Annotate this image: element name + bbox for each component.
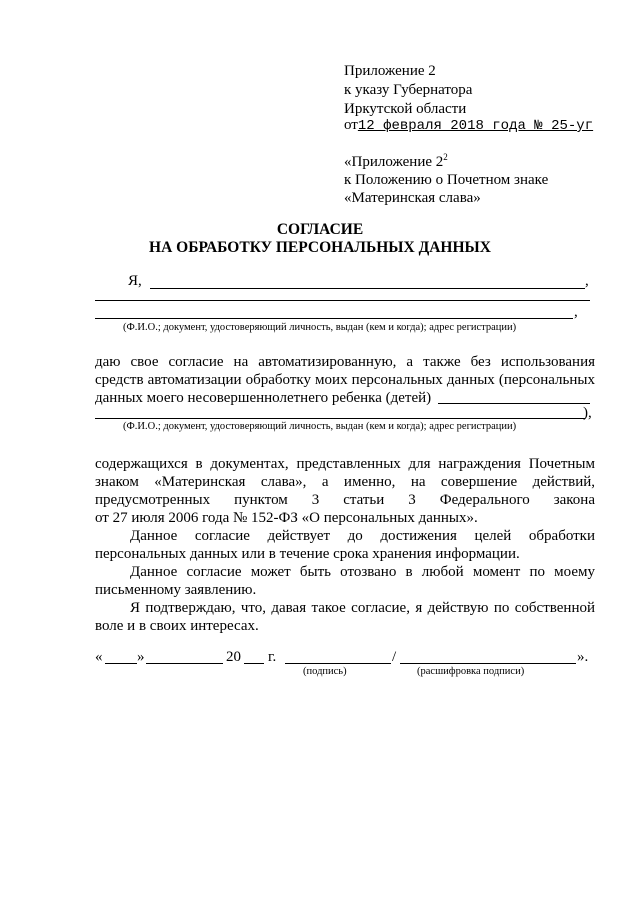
appendix-2-2: «Приложение $2^2$ — [344, 152, 448, 170]
document-subtitle: НА ОБРАБОТКУ ПЕРСОНАЛЬНЫХ ДАННЫХ — [149, 239, 491, 256]
child-line-1[interactable] — [438, 403, 590, 404]
revoke-text-2: письменному заявлению. — [95, 582, 257, 598]
confirm-text-2: воле и в своих интересах. — [95, 618, 259, 634]
year-prefix: 20 — [226, 649, 241, 665]
consent-text-1: даю свое согласие на автоматизированную, а также без использования — [95, 354, 595, 370]
year-line[interactable] — [244, 663, 264, 664]
appendix-badge: «Материнская слава» — [344, 190, 481, 206]
signature-decode-line[interactable] — [400, 663, 576, 664]
validity-text-2: персональных данных или в течение срока хранения информации. — [95, 546, 520, 562]
appendix-region: Иркутской области — [344, 101, 467, 117]
document-page: Приложение 2 к указу Губернатора Иркутской области от12 февраля 2018 года № 25-уг «Приложение $2^2$ к Положению о Почетном знаке «Материнская слава» СОГЛАСИЕ НА ОБРАБОТКУ ПЕРСОНАЛЬНЫХ ДАННЫХ Я, , , (Ф.И.О.; документ, удостоверяющий личность, выдан (кем и когда); адрес регистрации) даю свое согласие на автоматизированную, а также без использования средств автоматизации обработку моих персональных данных (персональных данных моего несовершеннолетнего ребенка (детей) ), (Ф.И.О.; документ, удостоверяющий личность, выдан (кем и когда); адрес регистрации) содержащихся в документах, представленных для награждения Почетным знаком «Материнская слава», а именно, на совершение действий, предусмотренных пунктом 3 статьи 3 Федерального закона от 27 июля 2006 года № 152-ФЗ «О персональных данных». Данное согласие действует до достижения целей обработки персональных данных или в течение срока хранения информации. Данное согласие может быть отозвано в любой момент по моему письменному заявлению. Я подтверждаю, что, давая такое согласие, я действую по собственной воле и в своих интересах. « » 20 г. / ». (подпись) (расшифровка подписи) — [0, 0, 640, 905]
validity-text-1: Данное согласие действует до достижения целей обработки — [130, 528, 595, 544]
appendix-regulation: к Положению о Почетном знаке — [344, 172, 549, 188]
docs-text-1: содержащихся в документах, представленных для награждения Почетным — [95, 456, 595, 472]
day-line[interactable] — [105, 663, 137, 664]
consent-text-2: средств автоматизации обработку моих персональных данных (персональных — [95, 372, 595, 388]
fio-caption-1: (Ф.И.О.; документ, удостоверяющий личность, выдан (кем и когда); адрес регистрации) — [123, 322, 517, 333]
fio-line-3[interactable] — [95, 318, 573, 319]
signature-caption: (подпись) — [303, 666, 347, 677]
document-title: СОГЛАСИЕ — [276, 221, 364, 238]
appendix-decree: к указу Губернатора — [344, 82, 473, 98]
revoke-text-1: Данное согласие может быть отозвано в любой момент по моему — [130, 564, 595, 580]
decree-date: 12 февраля 2018 года № 25-уг — [357, 118, 594, 134]
consent-text-3: данных моего несовершеннолетнего ребенка (детей) — [95, 390, 432, 406]
signature-line[interactable] — [285, 663, 391, 664]
fio-line-1[interactable] — [150, 288, 585, 289]
pronoun-i: Я, — [128, 273, 142, 289]
month-line[interactable] — [146, 663, 223, 664]
signature-decode-caption: (расшифровка подписи) — [417, 666, 525, 677]
fio-line-2[interactable] — [95, 300, 590, 301]
docs-text-2: знаком «Материнская слава», а именно, на совершение действий, — [95, 474, 595, 490]
confirm-text-1: Я подтверждаю, что, давая такое согласие, я действую по собственной — [130, 600, 595, 616]
decree-date-line: от12 февраля 2018 года № 25-уг — [344, 117, 594, 134]
docs-text-3: предусмотренных пунктом 3 статьи 3 Федерального закона — [95, 492, 595, 508]
child-line-2[interactable] — [95, 418, 585, 419]
appendix-number: Приложение 2 — [344, 63, 436, 79]
docs-text-4: от 27 июля 2006 года № 152-ФЗ «О персональных данных». — [95, 510, 478, 526]
fio-caption-2: (Ф.И.О.; документ, удостоверяющий личность, выдан (кем и когда); адрес регистрации) — [123, 421, 517, 432]
